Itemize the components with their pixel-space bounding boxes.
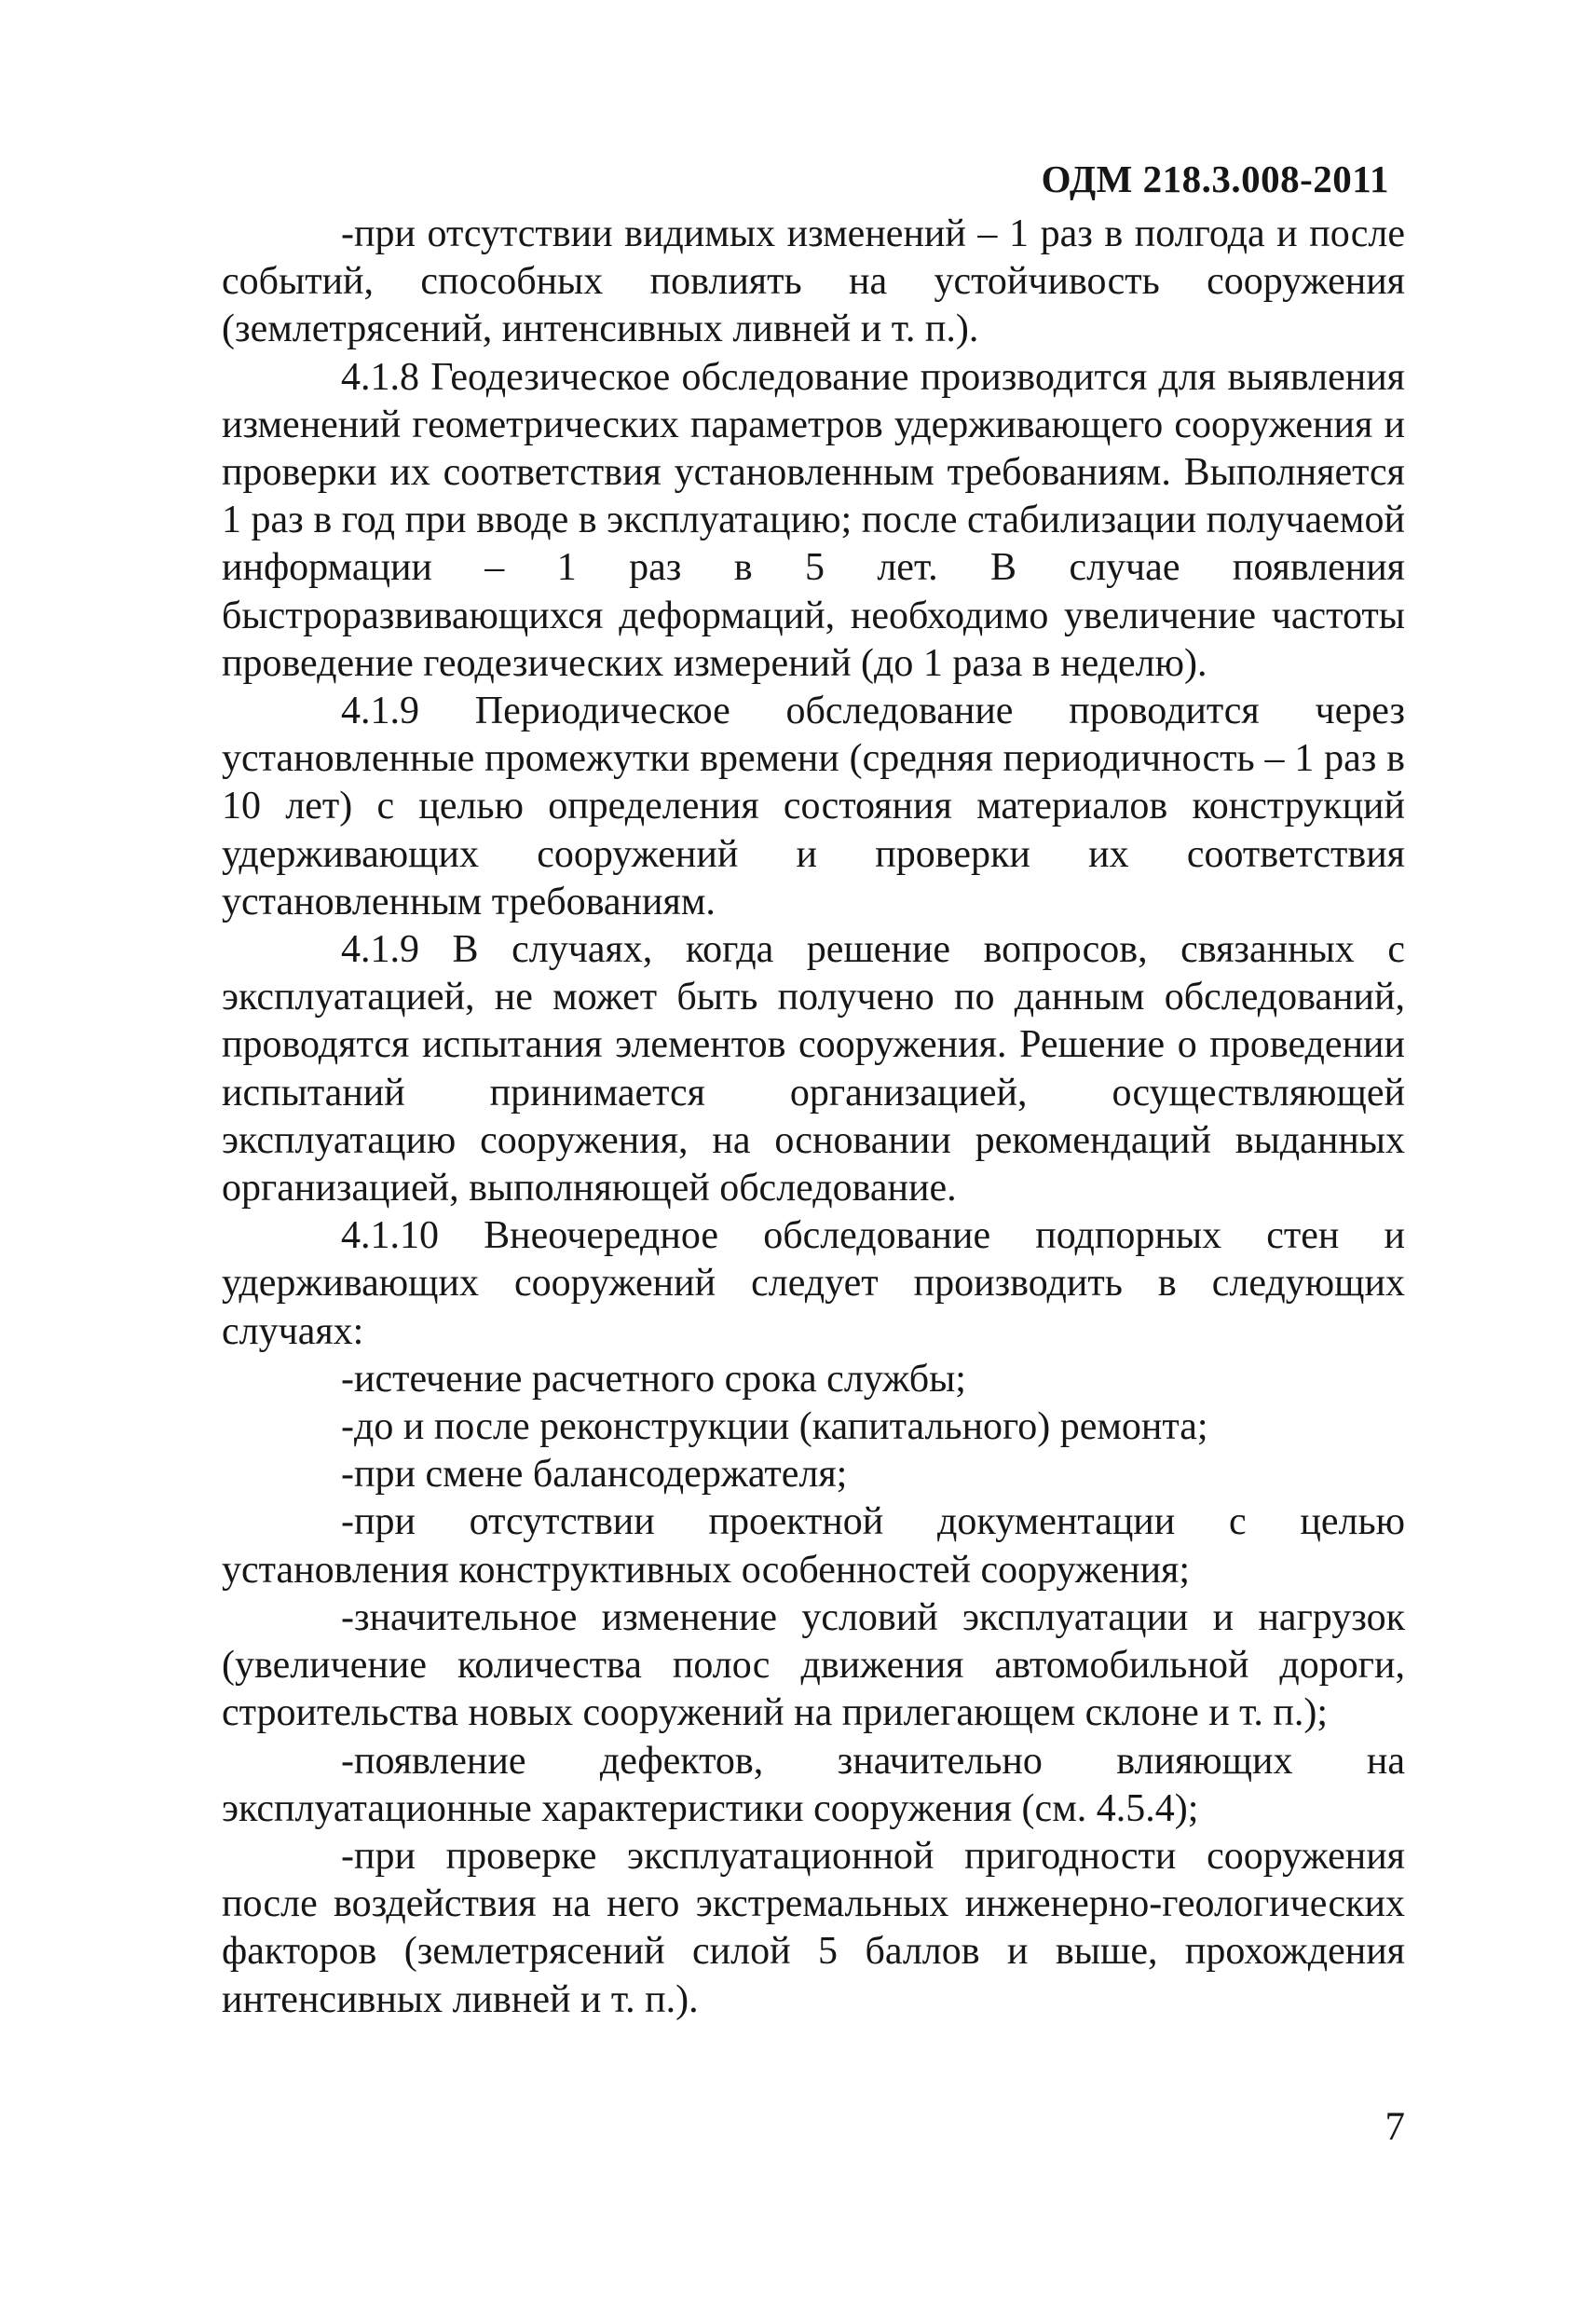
- list-item-load-change: -значительное изменение условий эксплуатации и нагрузок (увеличение количества полос движения автомобильной дороги, строительства новых сооружений на прилегающем склоне и т. п.);: [222, 1595, 1405, 1735]
- list-item-reconstruction: -до и после реконструкции (капитального) ремонта;: [341, 1405, 1208, 1449]
- list-item-extreme-factors: -при проверке эксплуатационной пригодности сооружения после воздействия на него экстремальных инженерно-геологических факторов (землетрясений силой 5 баллов и выше, прохождения интенсивных ливней и т. п.).: [222, 1834, 1405, 2021]
- paragraph-4-1-10: 4.1.10 Внеочередное обследование подпорных стен и удерживающих сооружений следует производить в следующих случаях:: [222, 1214, 1405, 1353]
- paragraph-4-1-9-tests: 4.1.9 В случаях, когда решение вопросов, связанных с эксплуатацией, не может быть получено по данным обследований, проводятся испытания элементов сооружения. Решение о проведении испытаний принимается организацией, осуществляющей эксплуатацию сооружения, на основании рекомендаций выданных организацией, выполняющей обследование.: [222, 928, 1405, 1210]
- page-number: 7: [1385, 2105, 1405, 2149]
- paragraph-4-1-9-periodic: 4.1.9 Периодическое обследование проводится через установленные промежутки времени (средняя периодичность – 1 раз в 10 лет) с целью определения состояния материалов конструкций удерживающих сооружений и проверки их соответствия установленным требованиям.: [222, 690, 1405, 923]
- paragraph-4-1-8: 4.1.8 Геодезическое обследование производится для выявления изменений геометрических параметров удерживающего сооружения и проверки их соответствия установленным требованиям. Выполняется 1 раз в год при вводе в эксплуатацию; после стабилизации получаемой информации – 1 раз в 5 лет. В случае появления быстроразвивающихся деформаций, необходимо увеличение частоты проведение геодезических измерений (до 1 раза в неделю).: [222, 355, 1405, 685]
- page-body: [222, 211, 1405, 2024]
- list-item-owner-change: -при смене балансодержателя;: [341, 1453, 848, 1497]
- list-item-no-documentation: -при отсутствии проектной документации с целью установления конструктивных особенностей сооружения;: [222, 1500, 1405, 1592]
- list-item-defects: -появление дефектов, значительно влияющих на эксплуатационные характеристики сооружения (см. 4.5.4);: [222, 1739, 1405, 1830]
- document-code: ОДМ 218.3.008-2011: [1041, 157, 1389, 200]
- list-item-service-life: -истечение расчетного срока службы;: [341, 1357, 966, 1401]
- paragraph-observation-frequency: -при отсутствии видимых изменений – 1 раз в полгода и после событий, способных повлиять на устойчивость сооружения (землетрясений, интенсивных ливней и т. п.).: [222, 212, 1405, 351]
